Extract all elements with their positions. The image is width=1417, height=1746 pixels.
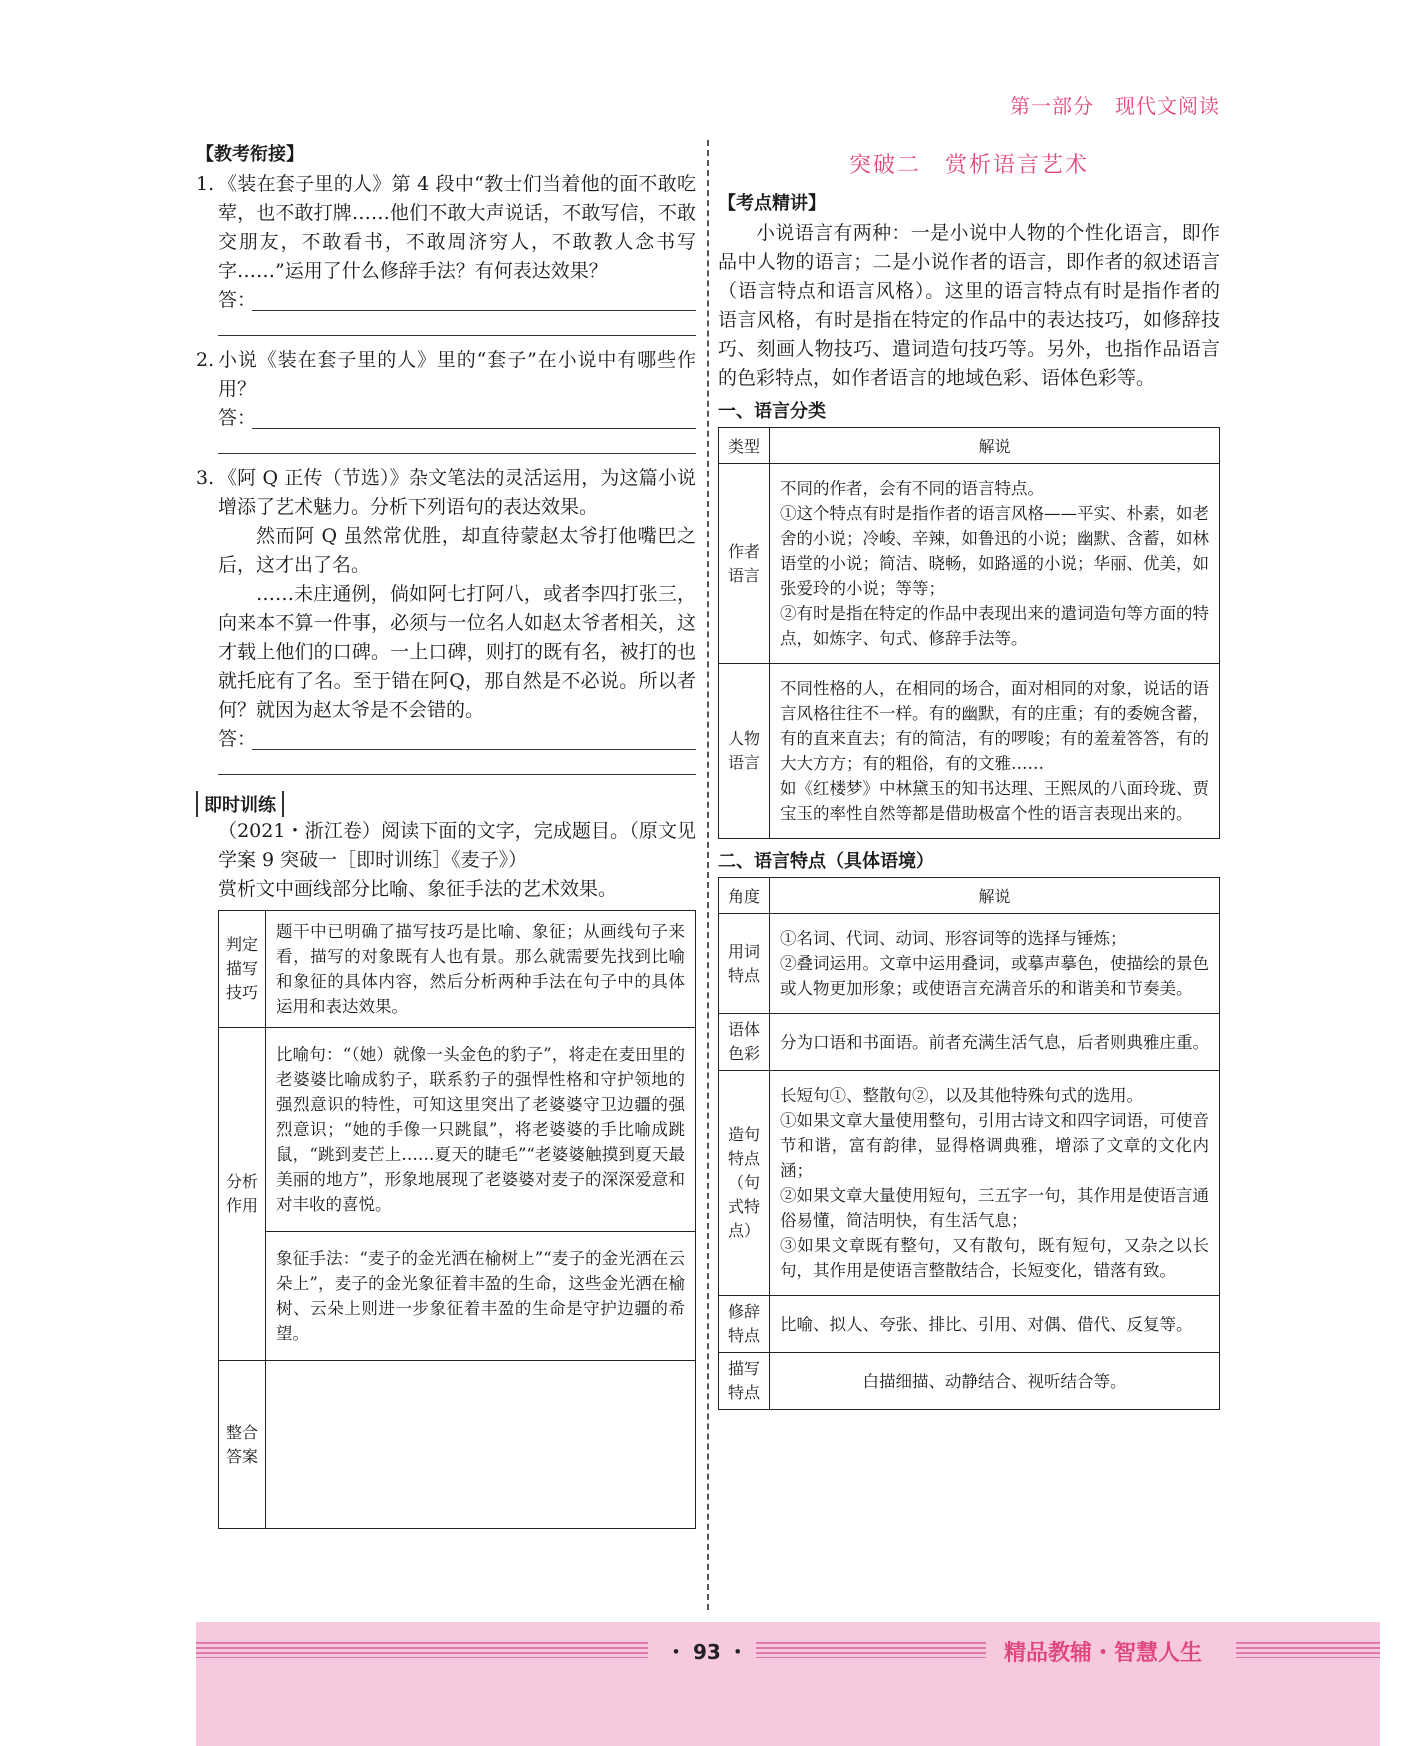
question-number: 2. <box>196 349 215 371</box>
section-1-heading: 一、语言分类 <box>718 401 826 422</box>
section-2-heading: 二、语言特点（具体语境） <box>718 851 934 872</box>
content-line: 比喻、拟人、夸张、排比、引用、对偶、借代、反复等。 <box>780 1314 1193 1334</box>
row-content: 题干中已明确了描写技巧是比喻、象征；从画线句子来看，描写的对象既有人也有景。那么就需要先找到比喻和象征的具体内容，然后分析两种手法在句子中的具体运用和表达效果。 <box>266 911 696 1028</box>
quote-2: ……未庄通例，倘如阿七打阿八，或者李四打张三，向来本不算一件事，必须与一位名人如赵太爷者相关，这才载上他们的口碑。一上口碑，则打的既有名，被打的也就托庇有了名。至于错在阿Q，那自然是不必说。所以者何？就因为赵太爷是不会错的。 <box>218 583 696 721</box>
row-label: 造句特点（句式特点） <box>719 1071 770 1296</box>
content-line: ①名词、代词、动词、形容词等的选择与锤炼； <box>780 929 1127 948</box>
answer-label: 答： <box>218 728 257 750</box>
breakthrough-title: 突破二 赏析语言艺术 <box>848 153 1089 178</box>
row-label: 人物语言 <box>719 664 770 839</box>
content-line: 白描细描、动静结合、视听结合等。 <box>862 1371 1127 1391</box>
answer-line <box>218 754 696 783</box>
answer-label: 答： <box>218 407 257 429</box>
answer-line <box>218 315 696 344</box>
row-content <box>770 1071 1220 1296</box>
content-line: ②有时是指在特定的作品中表现出来的遣词造句等方面的特点，如炼字、句式、修辞手法等。 <box>780 604 1209 648</box>
row-content: 比喻句：“（她）就像一头金色的豹子”，将走在麦田里的老婆婆比喻成豹子，联系豹子的强悍性格和守护领地的强烈意识的特性，可知这里突出了老婆婆守卫边疆的强烈意识；“她的手像一只跳鼠”，将老婆婆的手比喻成跳鼠，“跳到麦芒上……夏天的睫毛”“老婆婆触摸到夏天最美丽的地方”，形象地展现了老婆婆对麦子的深深爱意和对丰收的喜悦。 <box>266 1028 696 1232</box>
footer-band <box>196 1622 1380 1746</box>
row-content <box>770 1014 1220 1071</box>
row-label: 判定描写技巧 <box>219 911 266 1028</box>
table-header-row <box>719 878 1220 914</box>
row-label: 整合答案 <box>219 1361 266 1529</box>
row-content <box>770 1353 1220 1410</box>
training-task: 赏析文中画线部分比喻、象征手法的艺术效果。 <box>218 878 618 900</box>
quote-1: 然而阿 Q 虽然常优胜，却直待蒙赵太爷打他嘴巴之后，这才出了名。 <box>218 525 696 576</box>
content-line: ②叠词运用。文章中运用叠词，或摹声摹色，使描绘的景色或人物更加形象；或使语言充满音乐的和谐美和节奏美。 <box>780 954 1209 998</box>
answer-field-1[interactable] <box>218 286 696 315</box>
section-title: 第一部分 现代文阅读 <box>1010 94 1220 118</box>
intro-paragraph: 小说语言有两种：一是小说中人物的个性化语言，即作品中人物的语言；二是小说作者的语言，即作者的叙述语言（语言特点和语言风格）。这里的语言特点有时是指作者的语言风格，有时是指在特定的作品中的表达技巧，如修辞技巧、刻画人物技巧、遣词造句技巧等。另外，也指作品语言的色彩特点，如作者语言的地域色彩、语体色彩等。 <box>718 222 1220 389</box>
table-row <box>719 1353 1220 1410</box>
question-text: 《装在套子里的人》第 4 段中“教士们当着他的面不敢吃荤，也不敢打牌……他们不敢大声说话，不敢写信，不敢交朋友，不敢看书，不敢周济穷人，不敢教人念书写字……”运用了什么修辞手法？有何表达效果？ <box>218 173 696 282</box>
answer-label: 答： <box>218 289 257 311</box>
column-header: 解说 <box>770 878 1220 914</box>
language-classification-table <box>718 427 1220 839</box>
table-row <box>719 464 1220 664</box>
column-divider <box>707 140 709 1610</box>
table-row <box>719 1296 1220 1353</box>
row-label: 修辞特点 <box>719 1296 770 1353</box>
decorative-stripes <box>196 1642 648 1658</box>
row-label: 用词特点 <box>719 914 770 1014</box>
table-row <box>719 1014 1220 1071</box>
question-1 <box>196 170 696 286</box>
answer-field-3[interactable] <box>218 725 696 754</box>
row-content: 象征手法：“麦子的金光洒在榆树上”“麦子的金光洒在云朵上”，麦子的金光象征着丰盈的生命，这些金光洒在榆树、云朵上则进一步象征着丰盈的生命是守护边疆的希望。 <box>266 1232 696 1361</box>
table-row <box>719 914 1220 1014</box>
question-text: 《阿 Q 正传（节选）》杂文笔法的灵活运用，为这篇小说增添了艺术魅力。分析下列语句的表达效果。 <box>218 467 696 518</box>
content-line: ①这个特点有时是指作者的语言风格——平实、朴素，如老舍的小说；冷峻、辛辣，如鲁迅的小说；幽默、含蓄，如林语堂的小说；简洁、晓畅，如路遥的小说；华丽、优美，如张爱玲的小说；等等； <box>780 504 1209 598</box>
question-number: 3. <box>196 467 215 489</box>
question-2 <box>196 346 696 404</box>
column-header: 角度 <box>719 878 770 914</box>
content-line: 不同性格的人，在相同的场合，面对相同的对象，说话的语言风格往往不一样。有的幽默，有的庄重；有的委婉含蓄，有的直来直去；有的简洁，有的啰唆；有的羞羞答答，有的大大方方；有的粗俗，有的文雅…… <box>780 679 1209 773</box>
table-row <box>219 1028 696 1232</box>
row-content <box>770 1296 1220 1353</box>
table-row <box>219 1232 696 1361</box>
row-content <box>770 664 1220 839</box>
footer-slogan: 精品教辅・智慧人生 <box>1004 1641 1203 1666</box>
table-row <box>219 1361 696 1529</box>
page-number: ・ 93 ・ <box>666 1640 748 1664</box>
training-table <box>218 910 696 1529</box>
row-label: 作者语言 <box>719 464 770 664</box>
question-text: 小说《装在套子里的人》里的“套子”在小说中有哪些作用？ <box>218 349 696 400</box>
left-column <box>196 140 696 1529</box>
content-line: 分为口语和书面语。前者充满生活气息，后者则典雅庄重。 <box>780 1032 1209 1052</box>
table-row <box>719 1071 1220 1296</box>
row-content <box>770 464 1220 664</box>
row-label: 语体色彩 <box>719 1014 770 1071</box>
content-line: ②如果文章大量使用短句，三五字一句，其作用是使语言通俗易懂，简洁明快，有生活气息； <box>780 1186 1209 1230</box>
content-line: 不同的作者，会有不同的语言特点。 <box>780 479 1044 498</box>
answer-area[interactable] <box>266 1361 696 1529</box>
row-label: 分析作用 <box>219 1028 266 1361</box>
table-row <box>219 911 696 1028</box>
question-number: 1. <box>196 173 215 195</box>
answer-field-2[interactable] <box>218 404 696 433</box>
kaodian-heading: 【考点精讲】 <box>718 193 826 214</box>
training-intro: （2021・浙江卷）阅读下面的文字，完成题目。（原文见学案 9 突破一［即时训练］《麦子》） <box>218 820 696 871</box>
question-3 <box>196 464 696 522</box>
training-heading: 即时训练 <box>196 791 284 817</box>
row-content <box>770 914 1220 1014</box>
content-line: 长短句①、整散句②，以及其他特殊句式的选用。 <box>780 1086 1143 1105</box>
decorative-stripes <box>1236 1642 1380 1658</box>
table-row <box>719 664 1220 839</box>
table-header-row <box>719 428 1220 464</box>
footer-bar <box>196 1634 1380 1670</box>
column-header: 类型 <box>719 428 770 464</box>
language-features-table <box>718 877 1220 1410</box>
row-label: 描写特点 <box>719 1353 770 1410</box>
content-line: 如《红楼梦》中林黛玉的知书达理、王熙凤的八面玲珑、贾宝玉的率性自然等都是借助极富个性的语言表现出来的。 <box>780 779 1209 823</box>
content-line: ③如果文章既有整句，又有散句，既有短句，又杂之以长句，其作用是使语言整散结合，长短变化，错落有致。 <box>780 1236 1209 1280</box>
decorative-stripes <box>756 1642 986 1658</box>
jiaokao-heading: 【教考衔接】 <box>196 144 304 165</box>
answer-line <box>218 433 696 462</box>
column-header: 解说 <box>770 428 1220 464</box>
right-column <box>718 140 1220 1410</box>
content-line: ①如果文章大量使用整句，引用古诗文和四字词语，可使音节和谐，富有韵律，显得格调典雅，增添了文章的文化内涵； <box>780 1111 1209 1180</box>
